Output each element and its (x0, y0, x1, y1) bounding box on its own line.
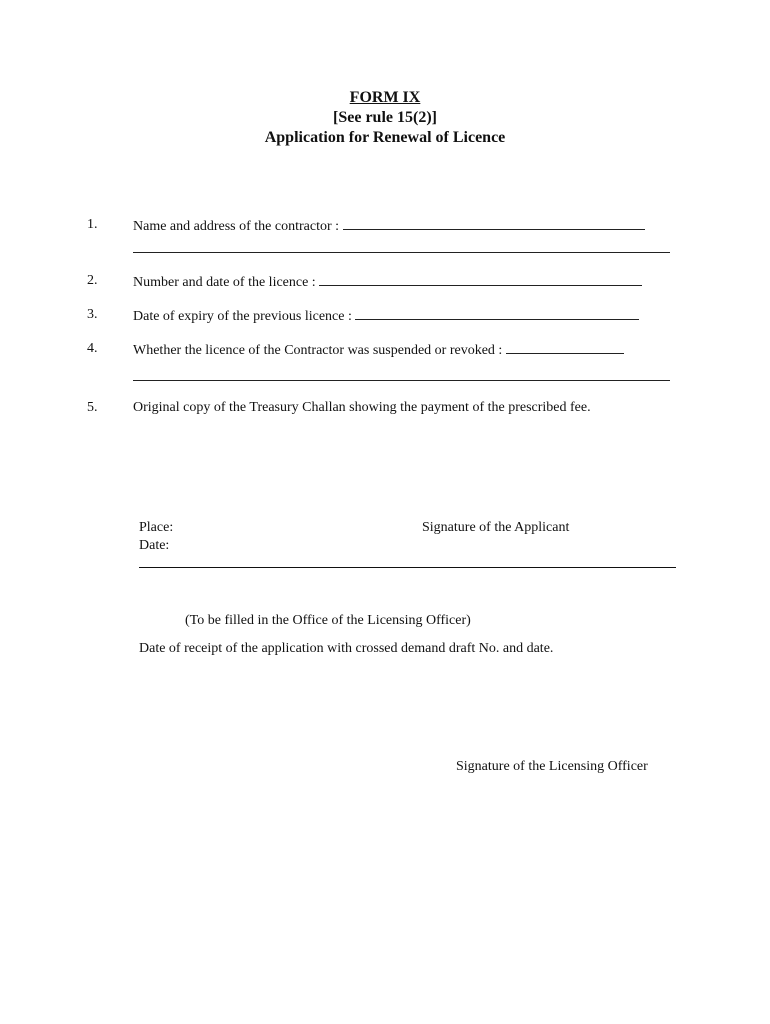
contractor-address-field[interactable] (133, 251, 670, 253)
office-use-note: (To be filled in the Office of the Licensing Officer) (185, 613, 471, 628)
item-3-label: Date of expiry of the previous licence : (133, 309, 352, 324)
form-title: Application for Renewal of Licence (264, 129, 506, 146)
item-2 (133, 272, 642, 292)
item-5: Original copy of the Treasury Challan showing the payment of the prescribed fee. (133, 400, 591, 415)
contractor-name-field[interactable] (343, 216, 645, 230)
date-label: Date: (139, 538, 170, 553)
licence-number-date-field[interactable] (319, 272, 642, 286)
suspension-status-field[interactable] (506, 340, 624, 354)
item-number-5: 5. (87, 400, 98, 415)
item-2-label: Number and date of the licence : (133, 275, 316, 290)
place-label: Place: (139, 520, 174, 535)
licensing-officer-signature-label: Signature of the Licensing Officer (456, 759, 648, 774)
applicant-signature-label: Signature of the Applicant (422, 520, 570, 535)
receipt-date-label: Date of receipt of the application with crossed demand draft No. and date. (139, 641, 554, 656)
rule-reference: [See rule 15(2)] (333, 109, 437, 126)
item-number-4: 4. (87, 341, 98, 356)
item-4-label: Whether the licence of the Contractor was suspended or revoked : (133, 343, 503, 358)
item-1 (133, 216, 645, 236)
form-number: FORM IX (349, 89, 421, 106)
item-1-label: Name and address of the contractor : (133, 219, 340, 234)
suspension-details-field[interactable] (133, 379, 670, 381)
item-number-1: 1. (87, 217, 98, 232)
item-4 (133, 340, 624, 360)
item-number-2: 2. (87, 273, 98, 288)
item-3 (133, 306, 639, 326)
item-number-3: 3. (87, 307, 98, 322)
section-divider (139, 567, 676, 568)
previous-licence-expiry-field[interactable] (355, 306, 639, 320)
